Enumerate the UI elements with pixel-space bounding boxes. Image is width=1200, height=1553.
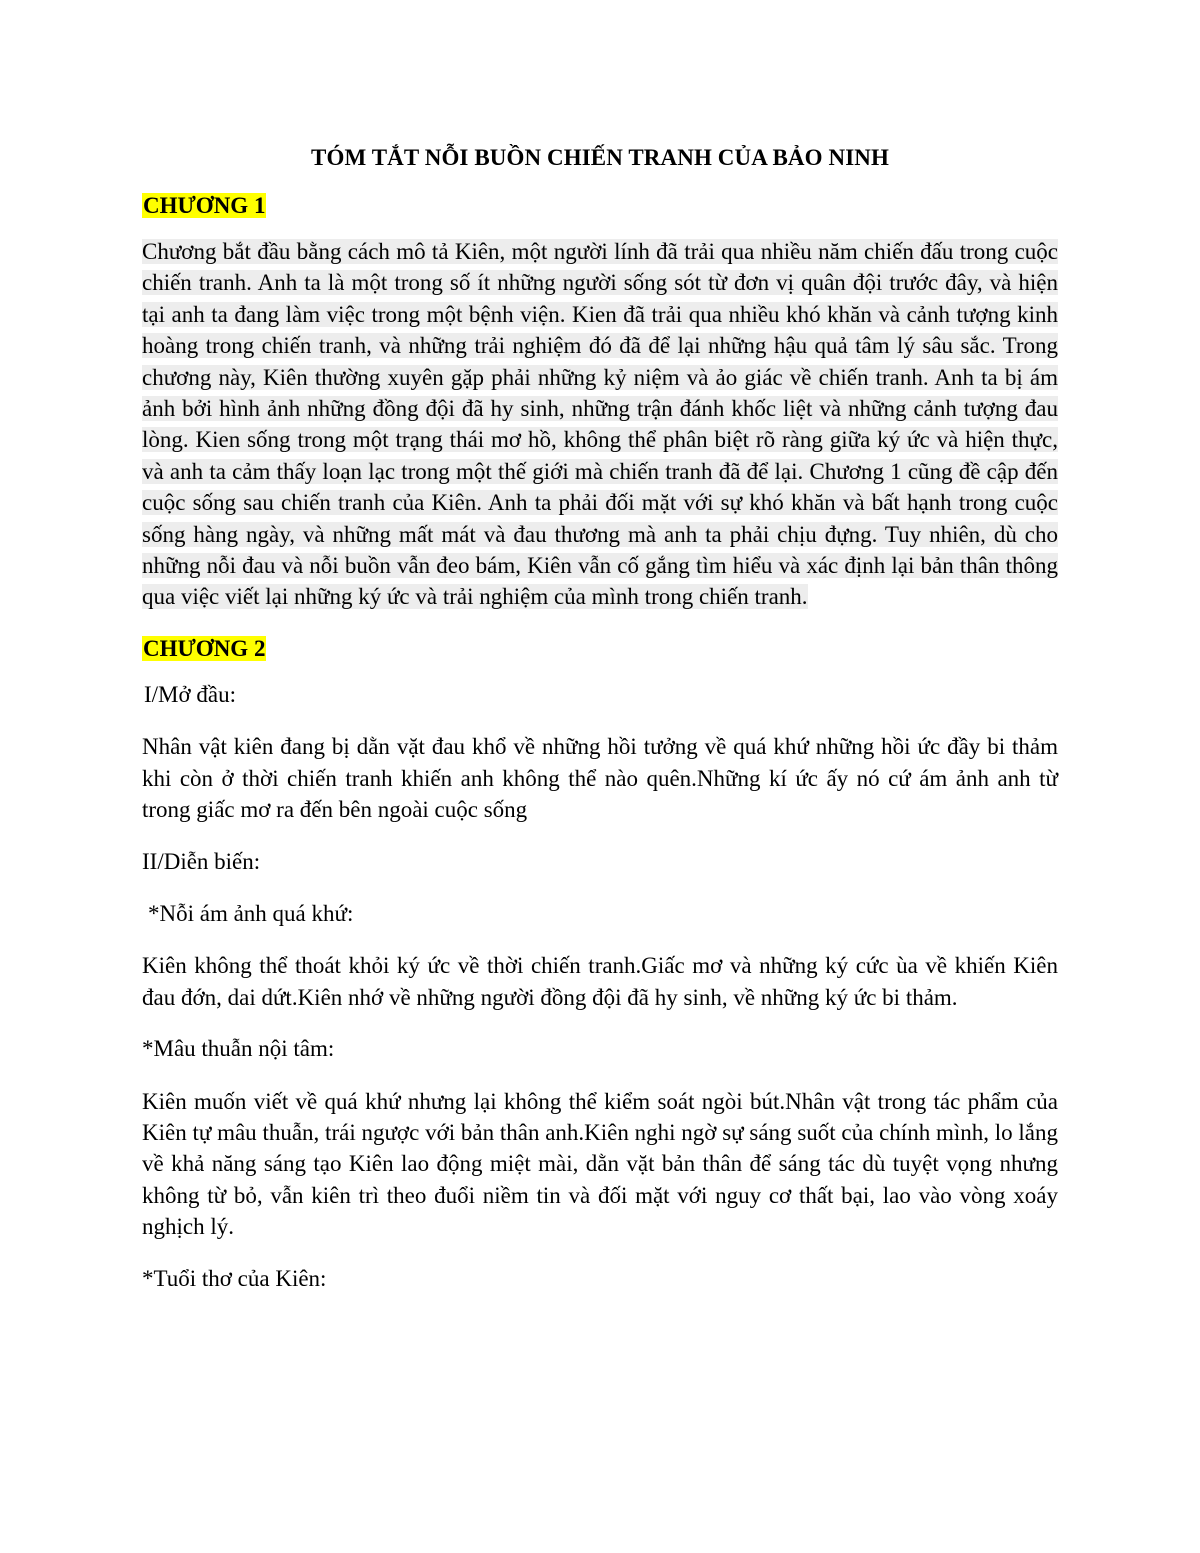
chapter-2-heading: [142, 633, 1058, 665]
document-title: TÓM TẮT NỖI BUỒN CHIẾN TRANH CỦA BẢO NINH: [311, 145, 889, 170]
childhood-heading: *Tuổi thơ của Kiên:: [142, 1265, 327, 1291]
chapter-1-summary-text: Chương bắt đầu bằng cách mô tả Kiên, một người lính đã trải qua nhiều năm chiến đấu trong cuộc chiến tranh. Anh ta là một trong số ít những người sống sót từ đơn vị quân đội trước đây, và hiện tại anh ta đang làm việc trong một bệnh viện. Kien đã trải qua nhiều khó khăn và cảnh tượng kinh hoàng trong chiến tranh, và những trải nghiệm đó đã để lại những hậu quả tâm lý sâu sắc. Trong chương này, Kiên thường xuyên gặp phải những kỷ niệm và ảo giác về chiến tranh. Anh ta bị ám ảnh bởi hình ảnh những đồng đội đã hy sinh, những trận đánh khốc liệt và những cảnh tượng đau lòng. Kien sống trong một trạng thái mơ hồ, không thể phân biệt rõ ràng giữa ký ức và hiện thực, và anh ta cảm thấy loạn lạc trong một thế giới mà chiến tranh đã để lại. Chương 1 cũng đề cập đến cuộc sống sau chiến tranh của Kiên. Anh ta phải đối mặt với sự khó khăn và bất hạnh trong cuộc sống hàng ngày, và những mất mát và đau thương mà anh ta phải chịu đựng. Tuy nhiên, dù cho những nỗi đau và nỗi buồn vẫn đeo bám, Kiên vẫn cố gắng tìm hiểu và xác định lại bản thân thông qua việc viết lại những ký ức và trải nghiệm của mình trong chiến tranh.: [142, 239, 1058, 610]
past-obsession-paragraph: Kiên không thể thoát khỏi ký ức về thời chiến tranh.Giấc mơ và những ký cức ùa về khiến Kiên đau đớn, dai dứt.Kiên nhớ về những người đồng đội đã hy sinh, về những ký ức bi thảm.: [142, 953, 1058, 1010]
document-body: [142, 140, 1058, 1315]
chapter-1-heading-text: CHƯƠNG 1: [143, 193, 266, 218]
development-heading: II/Diễn biến:: [142, 848, 261, 874]
inner-conflict-paragraph: Kiên muốn viết về quá khứ nhưng lại không thể kiểm soát ngòi bút.Nhân vật trong tác phẩm của Kiên tự mâu thuẫn, trái ngược với bản thân anh.Kiên nghi ngờ sự sáng suốt của chính mình, lo lắng về khả năng sáng tạo Kiên lao động miệt mài, dằn vặt bản thân để sáng tác dù tuyệt vọng nhưng không từ bỏ, vẫn kiên trì theo đuổi niềm tin và đối mặt với nguy cơ thất bại, lao vào vòng xoáy nghịch lý.: [142, 1088, 1058, 1240]
chapter-2-heading-text: CHƯƠNG 2: [143, 635, 266, 661]
past-obsession-heading: *Nỗi ám ảnh quá khứ:: [148, 900, 354, 926]
intro-paragraph: Nhân vật kiên đang bị dằn vặt đau khổ về những hồi tưởng về quá khứ những hồi ức đầy bi thảm khi còn ở thời chiến tranh khiến anh không thể nào quên.Những kí ức ấy nó cứ ám ảnh anh từ trong giấc mơ ra đến bên ngoài cuộc sống: [142, 734, 1058, 823]
chapter-1-summary: [142, 236, 1058, 613]
intro-heading: I/Mở đầu:: [144, 681, 237, 707]
inner-conflict-heading: *Mâu thuẫn nội tâm:: [142, 1036, 335, 1062]
chapter-1-heading: [142, 190, 1058, 222]
